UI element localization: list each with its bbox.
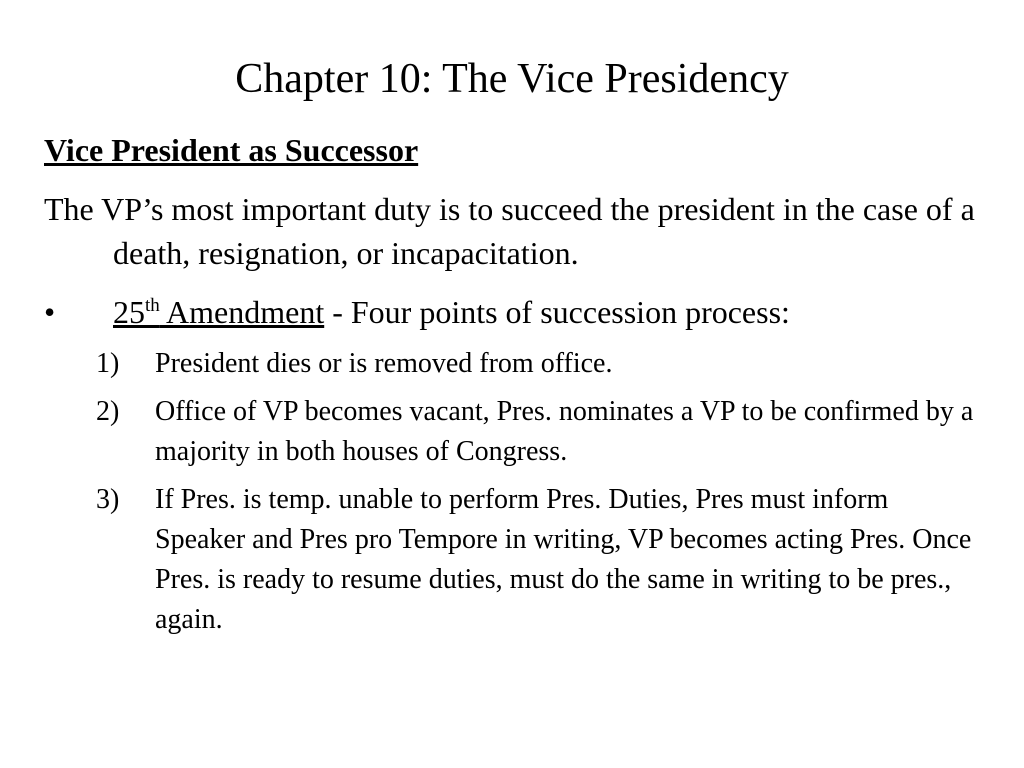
amendment-superscript: th <box>145 295 160 316</box>
amendment-number: 25 <box>113 294 145 330</box>
bullet-rest: - Four points of succession process: <box>324 294 790 330</box>
succession-points-list <box>96 344 976 648</box>
list-item <box>96 480 976 640</box>
list-item <box>96 392 976 472</box>
bullet-text <box>113 290 790 334</box>
list-text: Office of VP becomes vacant, Pres. nominates a VP to be confirmed by a majority in both houses of Congress. <box>155 396 974 467</box>
list-number: 2) <box>96 396 120 427</box>
list-item <box>96 344 976 384</box>
list-text: If Pres. is temp. unable to perform Pres. Duties, Pres must inform Speaker and Pres pro Tempore in writing, VP becomes acting Pres. Once Pres. is ready to resume duties, must do the same in writing to be pres., again. <box>155 484 972 635</box>
slide-title: Chapter 10: The Vice Presidency <box>235 56 789 102</box>
amendment-term <box>113 294 324 330</box>
list-text: President dies or is removed from office. <box>155 348 613 379</box>
intro-paragraph: The VP’s most important duty is to succeed the president in the case of a death, resignation, or incapacitation. <box>44 191 975 271</box>
list-number: 3) <box>96 484 120 515</box>
list-number: 1) <box>96 348 120 379</box>
bullet-marker: • <box>44 294 56 330</box>
amendment-label: Amendment <box>159 294 325 330</box>
section-heading: Vice President as Successor <box>44 132 419 168</box>
